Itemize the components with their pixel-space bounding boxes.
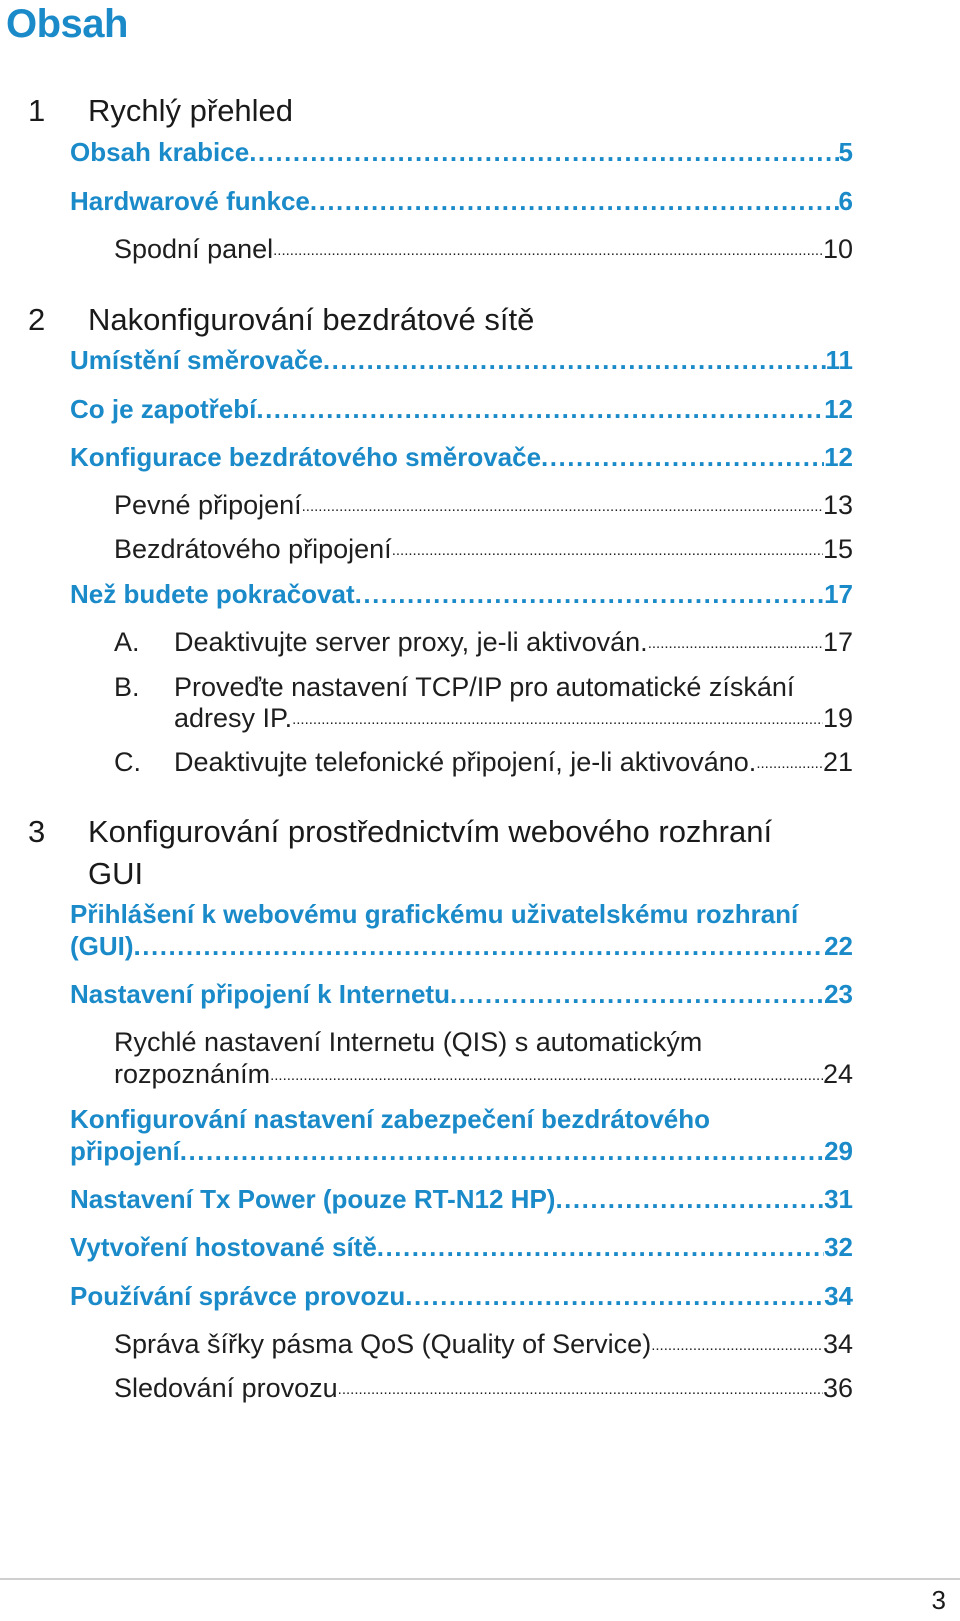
toc-entry-konfigurace-smerovace[interactable] — [70, 441, 853, 473]
toc-entry-rychle-nastaveni[interactable] — [114, 1058, 853, 1090]
toc-entry-text: Deaktivujte server proxy, je-li aktivován. — [174, 627, 648, 657]
toc-page-number: 23 — [824, 979, 853, 1009]
toc-page-number: 6 — [838, 186, 853, 216]
dot-leader — [302, 493, 823, 521]
toc-entry-label: Konfigurace bezdrátového směrovače — [70, 442, 542, 472]
toc-entry-pevne-pripojeni[interactable] — [114, 489, 853, 521]
dot-leader — [355, 578, 824, 610]
toc-entry-label: Bezdrátového připojení — [114, 534, 392, 564]
chapter-number: 1 — [28, 93, 46, 128]
chapter-title — [88, 811, 888, 895]
dot-leader — [180, 1135, 824, 1167]
toc-entry-label-line1[interactable]: Rychlé nastavení Internetu (QIS) s automatickým — [114, 1027, 703, 1057]
dot-leader — [648, 630, 823, 658]
toc-entry-tcp-ip[interactable] — [174, 702, 853, 734]
toc-entry-label: Obsah krabice — [70, 137, 250, 167]
toc-page-number: 21 — [822, 747, 853, 777]
toc-entry-label: Vytvoření hostované sítě — [70, 1232, 377, 1262]
dot-leader — [270, 1062, 823, 1090]
toc-page-number: 24 — [822, 1059, 853, 1089]
toc-entry-label: (GUI) — [70, 931, 134, 961]
toc-entry-label: Než budete pokračovat — [70, 579, 355, 609]
toc-entry-label: Umístění směrovače — [70, 345, 323, 375]
toc-page-number: 36 — [822, 1373, 853, 1403]
toc-page-number: 31 — [824, 1184, 853, 1214]
toc-page-number: 12 — [824, 394, 853, 424]
toc-entry-label: adresy IP. — [174, 703, 293, 733]
toc-entry-label — [114, 626, 648, 658]
toc-entry-deaktivujte-proxy[interactable] — [114, 626, 853, 658]
toc-entry-letter: A. — [114, 627, 140, 657]
toc-entry-label-line1[interactable]: Přihlášení k webovému grafickému uživatelskému rozhraní — [70, 899, 799, 929]
toc-entry-label: Nastavení Tx Power (pouze RT-N12 HP) — [70, 1184, 556, 1214]
dot-leader — [338, 1376, 823, 1404]
toc-page-number: 34 — [824, 1281, 853, 1311]
dot-leader — [555, 1183, 824, 1215]
chapter-title: Nakonfigurování bezdrátové sítě — [88, 302, 535, 337]
toc-entry-label-line1[interactable]: Proveďte nastavení TCP/IP pro automatické získání — [174, 672, 795, 702]
toc-entry-label: Spodní panel — [114, 234, 274, 264]
toc-page-number: 13 — [822, 490, 853, 520]
toc-page-number: 29 — [824, 1136, 853, 1166]
toc-entry-label-line1[interactable]: Konfigurování nastavení zabezpečení bezdrátového — [70, 1104, 711, 1134]
chapter-title-line1: Konfigurování prostřednictvím webového rozhraní — [88, 814, 773, 849]
toc-entry-zabezpeceni[interactable] — [70, 1135, 853, 1167]
toc-page-number: 15 — [822, 534, 853, 564]
toc-entry-spodni-panel[interactable] — [114, 233, 853, 265]
toc-entry-hostovana-sit[interactable] — [70, 1231, 853, 1263]
toc-page-number: 19 — [822, 703, 853, 733]
toc-entry-deaktivujte-telefonicke[interactable] — [114, 746, 853, 778]
toc-page-number: 22 — [824, 931, 853, 961]
toc-entry-umisteni-smerovace[interactable] — [70, 344, 853, 376]
dot-leader — [273, 237, 823, 265]
dot-leader — [651, 1332, 823, 1360]
toc-entry-label: Sledování provozu — [114, 1373, 338, 1403]
toc-entry-co-je-zapotrebi[interactable] — [70, 393, 853, 425]
footer-divider — [0, 1578, 960, 1580]
toc-entry-bezdratoveho-pripojeni[interactable] — [114, 533, 853, 565]
dot-leader — [405, 1280, 824, 1312]
toc-entry-label: Používání správce provozu — [70, 1281, 406, 1311]
dot-leader — [450, 978, 824, 1010]
dot-leader — [256, 393, 824, 425]
toc-page-number: 12 — [824, 442, 853, 472]
toc-page-number: 17 — [822, 627, 853, 657]
toc-entry-label — [114, 746, 756, 778]
toc-entry-text: Deaktivujte telefonické připojení, je-li aktivováno. — [174, 747, 757, 777]
toc-entry-label: připojení — [70, 1136, 180, 1166]
dot-leader — [392, 537, 823, 565]
toc-entry-nez-budete-pokracovat[interactable] — [70, 578, 853, 610]
toc-entry-obsah-krabice[interactable] — [70, 136, 853, 168]
page-title: Obsah — [6, 2, 128, 46]
toc-entry-hardwarove-funkce[interactable] — [70, 185, 853, 217]
chapter-number: 2 — [28, 302, 46, 337]
toc-entry-label: Správa šířky pásma QoS (Quality of Service) — [114, 1329, 652, 1359]
toc-page-number: 10 — [822, 234, 853, 264]
chapter-title-line2: GUI — [88, 856, 144, 891]
toc-entry-qos[interactable] — [114, 1328, 853, 1360]
toc-entry-sledovani-provozu[interactable] — [114, 1372, 853, 1404]
dot-leader — [756, 750, 823, 778]
toc-entry-label: Pevné připojení — [114, 490, 302, 520]
dot-leader — [292, 706, 823, 734]
toc-entry-spravce-provozu[interactable] — [70, 1280, 853, 1312]
toc-entry-prihlaseni-gui[interactable] — [70, 930, 853, 962]
dot-leader — [134, 930, 825, 962]
toc-entry-label: Nastavení připojení k Internetu — [70, 979, 450, 1009]
toc-entry-letter: B. — [114, 672, 140, 702]
toc-entry-label: Co je zapotřebí — [70, 394, 257, 424]
toc-entry-tx-power[interactable] — [70, 1183, 853, 1215]
chapter-number: 3 — [28, 814, 46, 849]
chapter-title: Rychlý přehled — [88, 93, 294, 128]
toc-entry-label: Hardwarové funkce — [70, 186, 310, 216]
toc-page-number: 32 — [824, 1232, 853, 1262]
dot-leader — [323, 344, 826, 376]
dot-leader — [249, 136, 838, 168]
toc-entry-label: rozpoznáním — [114, 1059, 271, 1089]
dot-leader — [310, 185, 839, 217]
dot-leader — [541, 441, 824, 473]
toc-page-number: 34 — [822, 1329, 853, 1359]
toc-page-number: 11 — [825, 345, 853, 375]
dot-leader — [377, 1231, 824, 1263]
toc-entry-nastaveni-internetu[interactable] — [70, 978, 853, 1010]
toc-page-number: 17 — [824, 579, 853, 609]
page-number: 3 — [931, 1585, 946, 1615]
toc-page-number: 5 — [838, 137, 853, 167]
toc-entry-letter: C. — [114, 747, 141, 777]
